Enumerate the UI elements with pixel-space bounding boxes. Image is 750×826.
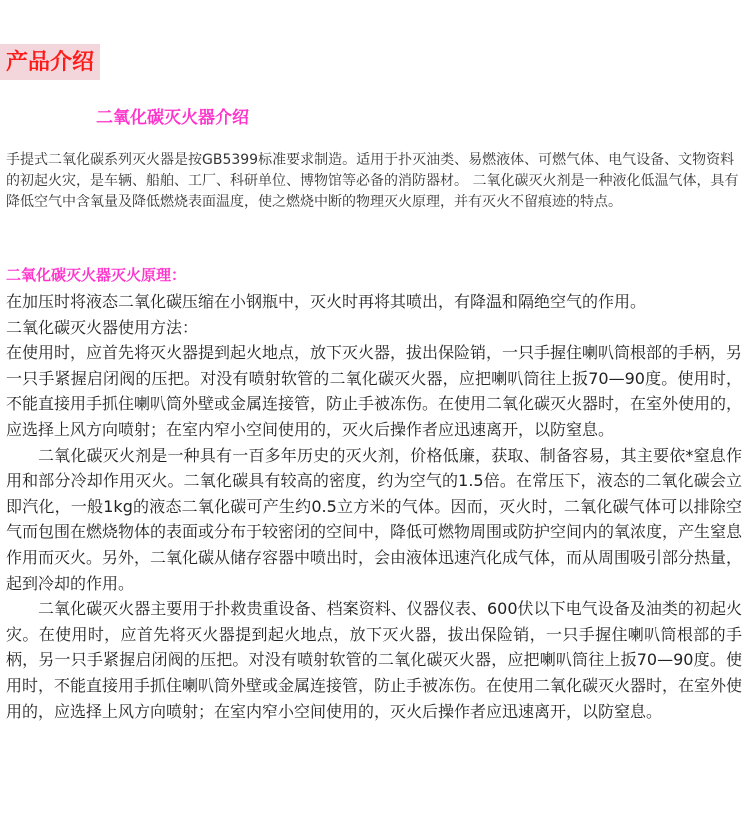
principle-heading: 二氧化碳灭火器灭火原理： — [6, 266, 187, 284]
usage-heading: 二氧化碳灭火器使用方法： — [6, 317, 199, 337]
article-body — [6, 289, 742, 724]
history-paragraph: 二氧化碳灭火剂是一种具有一百多年历史的灭火剂，价格低廉，获取、制备容易，其主要依*窒息作用和部分冷却作用灭火。二氧化碳具有较高的密度，约为空气的1.5倍。在常压下，液态的二氧化碳会立即汽化，一般1kg的液态二氧化碳可产生约0.5立方米的气体。因而，灭火时，二氧化碳气体可以排除空气而包围在燃烧物体的表面或分布于较密闭的空间中，降低可燃物周围或防护空间内的氧浓度，产生窒息作用而灭火。另外，二氧化碳从储存容器中喷出时，会由液体迅速汽化成气体，而从周围吸引部分热量，起到冷却的作用。 — [6, 445, 743, 593]
usage-paragraph: 在使用时，应首先将灭火器提到起火地点，放下灭火器，拔出保险销，一只手握住喇叭筒根部的手柄，另一只手紧握启闭阀的压把。对没有喷射软管的二氧化碳灭火器，应把喇叭筒往上扳70—90度。使用时，不能直接用手抓住喇叭筒外壁或金属连接管，防止手被冻伤。在使用二氧化碳灭火器时，在室外使用的，应选择上风方向喷射；在室内窄小空间使用的，灭火后操作者应迅速离开，以防窒息。 — [6, 343, 743, 439]
product-title: 二氧化碳灭火器介绍 — [96, 108, 249, 128]
section-tab-product-intro: 产品介绍 — [0, 44, 100, 80]
intro-paragraph: 手提式二氧化碳系列灭火器是按GB5399标准要求制造。适用于扑灭油类、易燃液体、可燃气体、电气设备、文物资料的初起火灾，是车辆、船舶、工厂、科研单位、博物馆等必备的消防器材。 二氧化碳灭火剂是一种液化低温气体，具有降低空气中含氧量及降低燃烧表面温度，使之燃烧中断的物理灭火原理，并有灭火不留痕迹的特点。 — [6, 152, 739, 210]
application-paragraph: 二氧化碳灭火器主要用于扑救贵重设备、档案资料、仪器仪表、600伏以下电气设备及油类的初起火灾。在使用时，应首先将灭火器提到起火地点，放下灭火器，拔出保险销，一只手握住喇叭筒根部的手柄，另一只手紧握启闭阀的压把。对没有喷射软管的二氧化碳灭火器，应把喇叭筒往上扳70—90度。使用时，不能直接用手抓住喇叭筒外壁或金属连接管，防止手被冻伤。在使用二氧化碳灭火器时，在室外使用的，应选择上风方向喷射；在室内窄小空间使用的，灭火后操作者应迅速离开，以防窒息。 — [6, 599, 743, 721]
principle-paragraph: 在加压时将液态二氧化碳压缩在小钢瓶中，灭火时再将其喷出，有降温和隔绝空气的作用。 — [6, 292, 647, 311]
